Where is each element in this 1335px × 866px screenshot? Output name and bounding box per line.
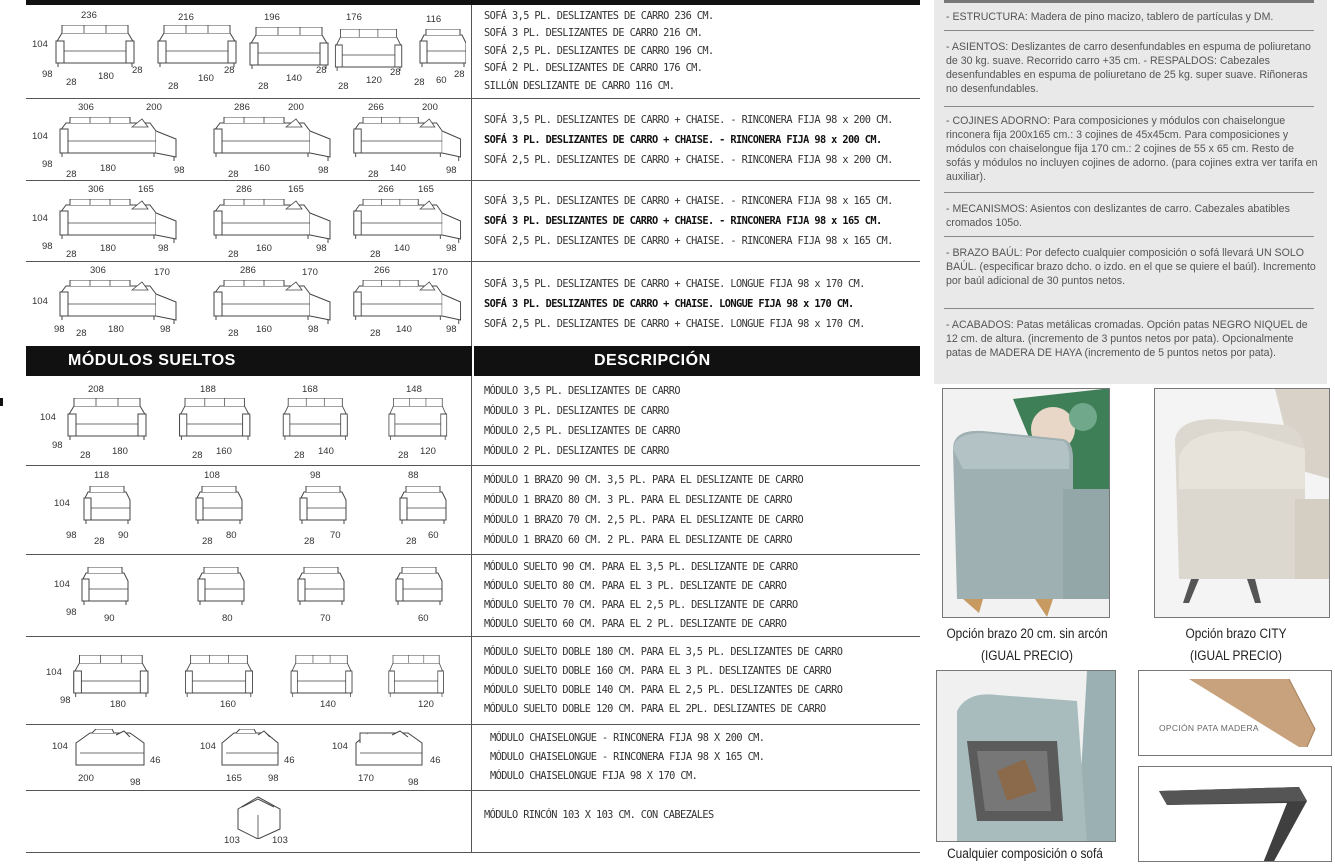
arm-dim: 28 — [202, 536, 213, 547]
table-row — [26, 262, 920, 346]
desc-line: MÓDULO SUELTO 80 CM. PARA EL 3 PL. DESLIZANTE DE CARRO — [484, 579, 787, 592]
chaise-depth-dim: 98 — [308, 324, 319, 335]
desc-line: SOFÁ 2,5 PL. DESLIZANTES DE CARRO 196 CM. — [484, 44, 714, 58]
table-row — [26, 466, 920, 555]
module-drawing — [80, 486, 136, 532]
width-dim: 165 — [226, 773, 242, 784]
desc-line: MÓDULO CHAISELONGUE - RINCONERA FIJA 98 X 200 CM. — [490, 731, 765, 745]
side-dim: 103 — [224, 835, 240, 846]
width-dim: 286 — [234, 102, 250, 113]
seat-dim: 160 — [254, 163, 270, 174]
depth-dim: 98 — [60, 695, 71, 706]
spec-divider — [944, 192, 1314, 193]
chaise-depth-dim: 98 — [316, 243, 327, 254]
width-dim: 306 — [78, 102, 94, 113]
arm-dim: 28 — [228, 249, 239, 260]
left-edge-mark — [0, 398, 3, 406]
depth-dim: 98 — [42, 69, 53, 80]
desc-line: MÓDULO 2 PL. DESLIZANTES DE CARRO — [484, 444, 669, 457]
desc-line: MÓDULO RINCÓN 103 X 103 CM. CON CABEZALES — [484, 808, 714, 822]
chaise-sofa-drawing — [212, 199, 336, 245]
arm-dim: 28 — [132, 65, 143, 76]
module-drawings — [26, 555, 472, 636]
spec-mechanisms: - MECANISMOS: Asientos con deslizantes de carro. Cabezales abatibles cromados 105o. — [946, 203, 1290, 229]
table-row — [26, 555, 920, 637]
depth-dim: 98 — [66, 607, 77, 618]
spec-cushions: - COJINES ADORNO: Para composiciones y módulos con chaiselongue rinconera fija 200x165 cm.: 3 cojines de 45x45cm. Para composiciones y módulos con chaiselongue fija 170 cm.: 2 cojines de 55 x 65 cm. Resto de sofás y módulos no incluyen cojines de adorno. (para cojines extra ver tarifa en auxiliar). — [946, 115, 1318, 183]
desc-line: SOFÁ 3 PL. DESLIZANTES DE CARRO 216 CM. — [484, 26, 703, 40]
arm-dim: 28 — [304, 536, 315, 547]
width-dim: 216 — [178, 12, 194, 23]
row-description — [484, 376, 920, 465]
seat-dim: 120 — [420, 446, 436, 457]
seat-dim: 80 — [226, 530, 237, 541]
chaise-depth-dim: 98 — [160, 324, 171, 335]
seat-dim: 140 — [390, 163, 406, 174]
desc-line: MÓDULO CHAISELONGUE - RINCONERA FIJA 98 X 165 CM. — [490, 750, 765, 764]
desc-line: MÓDULO 1 BRAZO 80 CM. 3 PL. PARA EL DESLIZANTE DE CARRO — [484, 493, 792, 507]
desc-line: MÓDULO SUELTO 60 CM. PARA EL 2 PL. DESLIZANTE DE CARRO — [484, 617, 787, 630]
width-dim: 160 — [220, 699, 236, 710]
chaise-dim: 200 — [146, 102, 162, 113]
chaise-depth-dim: 98 — [158, 243, 169, 254]
armless-module-drawing — [194, 567, 250, 613]
wood-leg-image — [1139, 671, 1332, 756]
spec-divider — [944, 106, 1314, 107]
seat-dim: 160 — [198, 73, 214, 84]
seat-dim: 160 — [256, 243, 272, 254]
width-dim: 168 — [302, 384, 318, 395]
chaise-dim: 170 — [302, 267, 318, 278]
height-dim: 104 — [40, 412, 56, 423]
chaise-sofa-drawing — [58, 280, 182, 326]
arm-dim: 28 — [368, 169, 379, 180]
width-dim: 88 — [408, 470, 419, 481]
spec-divider — [944, 236, 1314, 237]
chaise-sofa-drawing — [352, 280, 476, 326]
height-dim: 104 — [54, 579, 70, 590]
arm-dim: 28 — [406, 536, 417, 547]
width-dim: 120 — [418, 699, 434, 710]
chaise-depth-dim: 98 — [446, 243, 457, 254]
desc-line: MÓDULO 3 PL. DESLIZANTES DE CARRO — [484, 404, 669, 417]
depth-dim: 98 — [130, 777, 141, 788]
chaise-sofa-drawing — [58, 199, 182, 245]
chaise-dim: 170 — [154, 267, 170, 278]
arm-option-photo-2 — [1154, 388, 1330, 618]
arm-dim: 28 — [414, 77, 425, 88]
sofa-drawings — [26, 262, 472, 346]
photo1-caption-line1: Opción brazo 20 cm. sin arcón — [946, 626, 1108, 641]
desc-line: SOFÁ 3,5 PL. DESLIZANTES DE CARRO + CHAISE. LONGUE FIJA 98 x 170 CM. — [484, 277, 865, 291]
photo2-caption-line1: Opción brazo CITY — [1185, 626, 1287, 641]
width-dim: 140 — [320, 699, 336, 710]
spec-divider — [944, 30, 1314, 31]
modules-header — [26, 346, 920, 376]
seat-dim: 160 — [216, 446, 232, 457]
seat-dim: 180 — [100, 243, 116, 254]
chaise-dim: 165 — [288, 184, 304, 195]
chaise-depth-dim: 98 — [446, 165, 457, 176]
arm-dim: 28 — [370, 249, 381, 260]
desc-line: MÓDULO CHAISELONGUE FIJA 98 X 170 CM. — [490, 769, 698, 783]
seat-dim: 180 — [108, 324, 124, 335]
table-row — [26, 725, 920, 791]
seat-height-dim: 46 — [150, 755, 161, 766]
arm-dim: 28 — [168, 81, 179, 92]
seat-height-dim: 46 — [284, 755, 295, 766]
arm-dim: 28 — [76, 328, 87, 339]
width-dim: 196 — [264, 12, 280, 23]
desc-line: SOFÁ 2,5 PL. DESLIZANTES DE CARRO + CHAISE. - RINCONERA FIJA 98 x 165 CM. — [484, 234, 893, 248]
width-dim: 200 — [78, 773, 94, 784]
seat-dim: 60 — [428, 530, 439, 541]
wood-leg-option — [1138, 670, 1332, 756]
desc-line: MÓDULO 1 BRAZO 60 CM. 2 PL. PARA EL DESLIZANTE DE CARRO — [484, 533, 792, 547]
seat-dim: 140 — [318, 446, 334, 457]
depth-dim: 98 — [408, 777, 419, 788]
seat-dim: 140 — [396, 324, 412, 335]
row-description — [484, 555, 920, 636]
chaise-module-drawing — [352, 729, 428, 773]
width-dim: 266 — [378, 184, 394, 195]
desc-line: MÓDULO 1 BRAZO 90 CM. 3,5 PL. PARA EL DESLIZANTE DE CARRO — [484, 473, 804, 487]
desc-line-bold: SOFÁ 3 PL. DESLIZANTES DE CARRO + CHAISE. - RINCONERA FIJA 98 x 165 CM. — [484, 214, 882, 228]
width-dim: 266 — [368, 102, 384, 113]
spec-trunk-arm: - BRAZO BAÚL: Por defecto cualquier composición o sofá llevará UN SOLO BAÚL. (especificar brazo dcho. o izdo. en el que se quiere el baúl). Incremento por baúl adicional de 30 puntos netos. — [946, 247, 1316, 287]
height-dim: 104 — [32, 39, 48, 50]
width-dim: 90 — [104, 613, 115, 624]
depth-dim: 98 — [54, 324, 65, 335]
arm-dim: 28 — [316, 65, 327, 76]
modules-header-title: MÓDULOS SUELTOS — [68, 352, 236, 369]
desc-line: MÓDULO SUELTO DOBLE 120 CM. PARA EL 2PL. DESLIZANTES DE CARRO — [484, 702, 826, 715]
sofa-drawing — [52, 25, 142, 71]
side-dim: 103 — [272, 835, 288, 846]
module-drawing — [192, 486, 248, 532]
chaise-dim: 165 — [138, 184, 154, 195]
row-description — [490, 725, 920, 790]
height-dim: 104 — [54, 498, 70, 509]
wood-leg-label: OPCIÓN PATA MADERA — [1159, 723, 1259, 733]
chaise-sofa-drawing — [212, 280, 336, 326]
armless-module-drawing — [294, 567, 350, 613]
chaise-dim: 200 — [422, 102, 438, 113]
depth-dim: 98 — [52, 440, 63, 451]
chaise-sofa-drawing — [58, 117, 182, 163]
desc-line: SOFÁ 2 PL. DESLIZANTES DE CARRO 176 CM. — [484, 61, 703, 75]
arm-dim: 28 — [370, 328, 381, 339]
arm-dim: 28 — [398, 450, 409, 461]
chaise-depth-dim: 98 — [446, 324, 457, 335]
module-drawing — [386, 398, 452, 444]
depth-dim: 98 — [268, 773, 279, 784]
width-dim: 108 — [204, 470, 220, 481]
black-leg-image — [1139, 767, 1332, 862]
spec-structure: - ESTRUCTURA: Madera de pino macizo, tablero de partículas y DM. — [946, 11, 1274, 23]
arm-dim: 28 — [94, 536, 105, 547]
photo2-caption-line2: (IGUAL PRECIO) — [1190, 648, 1282, 663]
width-dim: 266 — [374, 265, 390, 276]
depth-dim: 98 — [66, 530, 77, 541]
seat-dim: 140 — [394, 243, 410, 254]
depth-dim: 98 — [42, 241, 53, 252]
module-drawing — [296, 486, 352, 532]
width-dim: 286 — [236, 184, 252, 195]
description-header-title: DESCRIPCIÓN — [594, 352, 711, 369]
spec-finishes: - ACABADOS: Patas metálicas cromadas. Opción patas NEGRO NIQUEL de 12 cm. de altura. (incremento de 3 puntos netos por pata). Opcionalmente patas de MADERA DE HAYA (incremento de 5 puntos netos por pata). — [946, 319, 1308, 359]
height-dim: 104 — [332, 741, 348, 752]
table-row — [26, 637, 920, 725]
photo1-caption-line2: (IGUAL PRECIO) — [981, 648, 1073, 663]
spec-seats: - ASIENTOS: Deslizantes de carro desenfundables en espuma de poliuretano de 30 kg. suave. Recorrido carro +35 cm. - RESPALDOS: Cabezales desenfundables en espuma de poliuretano de 25 kg. super suave. Riñoneras no desenfundables. — [946, 41, 1311, 95]
arm-option-photo-1 — [942, 388, 1110, 618]
arm-dim: 28 — [258, 81, 269, 92]
width-dim: 70 — [320, 613, 331, 624]
desc-line: MÓDULO SUELTO DOBLE 180 CM. PARA EL 3,5 PL. DESLIZANTES DE CARRO — [484, 645, 843, 658]
width-dim: 60 — [418, 613, 429, 624]
seat-dim: 120 — [366, 75, 382, 86]
arm-dim: 28 — [454, 69, 465, 80]
width-dim: 176 — [346, 12, 362, 23]
depth-dim: 98 — [42, 159, 53, 170]
desc-line: SOFÁ 3,5 PL. DESLIZANTES DE CARRO + CHAISE. - RINCONERA FIJA 98 x 165 CM. — [484, 194, 893, 208]
module-drawing — [280, 398, 356, 444]
sofa-drawings — [26, 99, 472, 180]
module-drawings — [26, 376, 472, 465]
width-dim: 148 — [406, 384, 422, 395]
desc-line: MÓDULO 2,5 PL. DESLIZANTES DE CARRO — [484, 424, 680, 437]
width-dim: 116 — [426, 14, 442, 25]
width-dim: 170 — [358, 773, 374, 784]
desc-line: MÓDULO SUELTO DOBLE 160 CM. PARA EL 3 PL. DESLIZANTES DE CARRO — [484, 664, 832, 677]
chaise-sofa-drawing — [212, 117, 336, 163]
desc-line: MÓDULO 1 BRAZO 70 CM. 2,5 PL. PARA EL DESLIZANTE DE CARRO — [484, 513, 804, 527]
double-module-drawing — [182, 655, 258, 701]
width-dim: 98 — [310, 470, 321, 481]
desc-line-bold: SOFÁ 3 PL. DESLIZANTES DE CARRO + CHAISE. LONGUE FIJA 98 x 170 CM. — [484, 297, 854, 311]
module-drawing — [176, 398, 256, 444]
seat-dim: 70 — [330, 530, 341, 541]
row-description — [484, 637, 920, 724]
row-description — [484, 466, 920, 554]
arm-dim: 28 — [228, 169, 239, 180]
technical-specs-panel — [934, 0, 1327, 384]
chaise-sofa-drawing — [352, 199, 476, 245]
module-drawings — [26, 466, 472, 554]
desc-line: MÓDULO SUELTO 70 CM. PARA EL 2,5 PL. DESLIZANTE DE CARRO — [484, 598, 798, 611]
width-dim: 118 — [94, 470, 110, 481]
row-description — [484, 5, 920, 98]
seat-height-dim: 46 — [430, 755, 441, 766]
table-row — [26, 376, 920, 466]
chaise-sofa-drawing — [352, 117, 476, 163]
arm-dim: 28 — [390, 67, 401, 78]
corner-module-drawing — [234, 795, 284, 839]
seat-dim: 60 — [436, 75, 447, 86]
desc-line: SOFÁ 2,5 PL. DESLIZANTES DE CARRO + CHAISE. LONGUE FIJA 98 x 170 CM. — [484, 317, 865, 331]
desc-line: MÓDULO 3,5 PL. DESLIZANTES DE CARRO — [484, 384, 680, 397]
chaise-module-drawing — [218, 729, 284, 773]
trunk-arm-photo — [936, 670, 1116, 842]
height-dim: 104 — [200, 741, 216, 752]
header-separator — [472, 346, 474, 376]
module-drawings — [26, 637, 472, 724]
sofa-drawings — [26, 5, 472, 98]
row-description — [484, 99, 920, 180]
arm-dim: 28 — [338, 81, 349, 92]
height-dim: 104 — [32, 131, 48, 142]
sofa-arm-teal-image — [943, 389, 1110, 618]
width-dim: 180 — [110, 699, 126, 710]
arm-dim: 28 — [66, 249, 77, 260]
module-drawings — [26, 725, 472, 790]
arm-dim: 28 — [228, 328, 239, 339]
width-dim: 236 — [81, 10, 97, 21]
double-module-drawing — [288, 655, 358, 701]
module-drawing — [396, 486, 452, 532]
row-description — [484, 262, 920, 346]
double-module-drawing — [70, 655, 154, 701]
desc-line: SILLÓN DESLIZANTE DE CARRO 116 CM. — [484, 79, 675, 93]
chaise-dim: 200 — [288, 102, 304, 113]
desc-line: SOFÁ 2,5 PL. DESLIZANTES DE CARRO + CHAISE. - RINCONERA FIJA 98 x 200 CM. — [484, 153, 893, 166]
chaise-dim: 170 — [432, 267, 448, 278]
width-dim: 188 — [200, 384, 216, 395]
desc-line: MÓDULO SUELTO 90 CM. PARA EL 3,5 PL. DESLIZANTE DE CARRO — [484, 560, 798, 573]
width-dim: 306 — [90, 265, 106, 276]
desc-line: MÓDULO SUELTO DOBLE 140 CM. PARA EL 2,5 PL. DESLIZANTES DE CARRO — [484, 683, 843, 696]
height-dim: 104 — [32, 296, 48, 307]
row-description — [484, 181, 920, 261]
arm-dim: 28 — [66, 169, 77, 180]
seat-dim: 160 — [256, 324, 272, 335]
width-dim: 80 — [222, 613, 233, 624]
seat-dim: 180 — [112, 446, 128, 457]
module-drawings — [26, 791, 472, 852]
arm-dim: 28 — [80, 450, 91, 461]
seat-dim: 180 — [98, 71, 114, 82]
seat-dim: 90 — [118, 530, 129, 541]
width-dim: 286 — [240, 265, 256, 276]
sofa-arm-beige-image — [1155, 389, 1330, 618]
arm-dim: 28 — [192, 450, 203, 461]
chaise-module-drawing — [72, 729, 152, 773]
module-drawing — [64, 398, 154, 444]
desc-line: SOFÁ 3,5 PL. DESLIZANTES DE CARRO + CHAISE. - RINCONERA FIJA 98 x 200 CM. — [484, 113, 893, 126]
armless-module-drawing — [392, 567, 448, 613]
width-dim: 306 — [88, 184, 104, 195]
sofa-drawings — [26, 181, 472, 261]
height-dim: 104 — [52, 741, 68, 752]
arm-dim: 28 — [224, 65, 235, 76]
row-description — [484, 791, 920, 866]
arm-dim: 28 — [66, 77, 77, 88]
spec-top-rule — [944, 0, 1314, 3]
width-dim: 208 — [88, 384, 104, 395]
armless-module-drawing — [78, 567, 134, 613]
table-row — [26, 5, 920, 99]
seat-dim: 180 — [100, 163, 116, 174]
sofa-trunk-image — [937, 671, 1116, 842]
table-row — [26, 99, 920, 181]
table-row — [26, 181, 920, 262]
double-module-drawing — [386, 655, 450, 701]
height-dim: 104 — [32, 213, 48, 224]
seat-dim: 140 — [286, 73, 302, 84]
spec-divider — [944, 308, 1314, 309]
metal-leg-option — [1138, 766, 1332, 862]
desc-line-bold: SOFÁ 3 PL. DESLIZANTES DE CARRO + CHAISE. - RINCONERA FIJA 98 x 200 CM. — [484, 133, 882, 146]
arm-dim: 28 — [294, 450, 305, 461]
photo3-caption: Cualquier composición o sofá — [947, 846, 1103, 861]
height-dim: 104 — [46, 667, 62, 678]
desc-line: SOFÁ 3,5 PL. DESLIZANTES DE CARRO 236 CM. — [484, 9, 714, 23]
chaise-dim: 165 — [418, 184, 434, 195]
chaise-depth-dim: 98 — [174, 165, 185, 176]
table-row — [26, 791, 920, 853]
chaise-depth-dim: 98 — [318, 165, 329, 176]
